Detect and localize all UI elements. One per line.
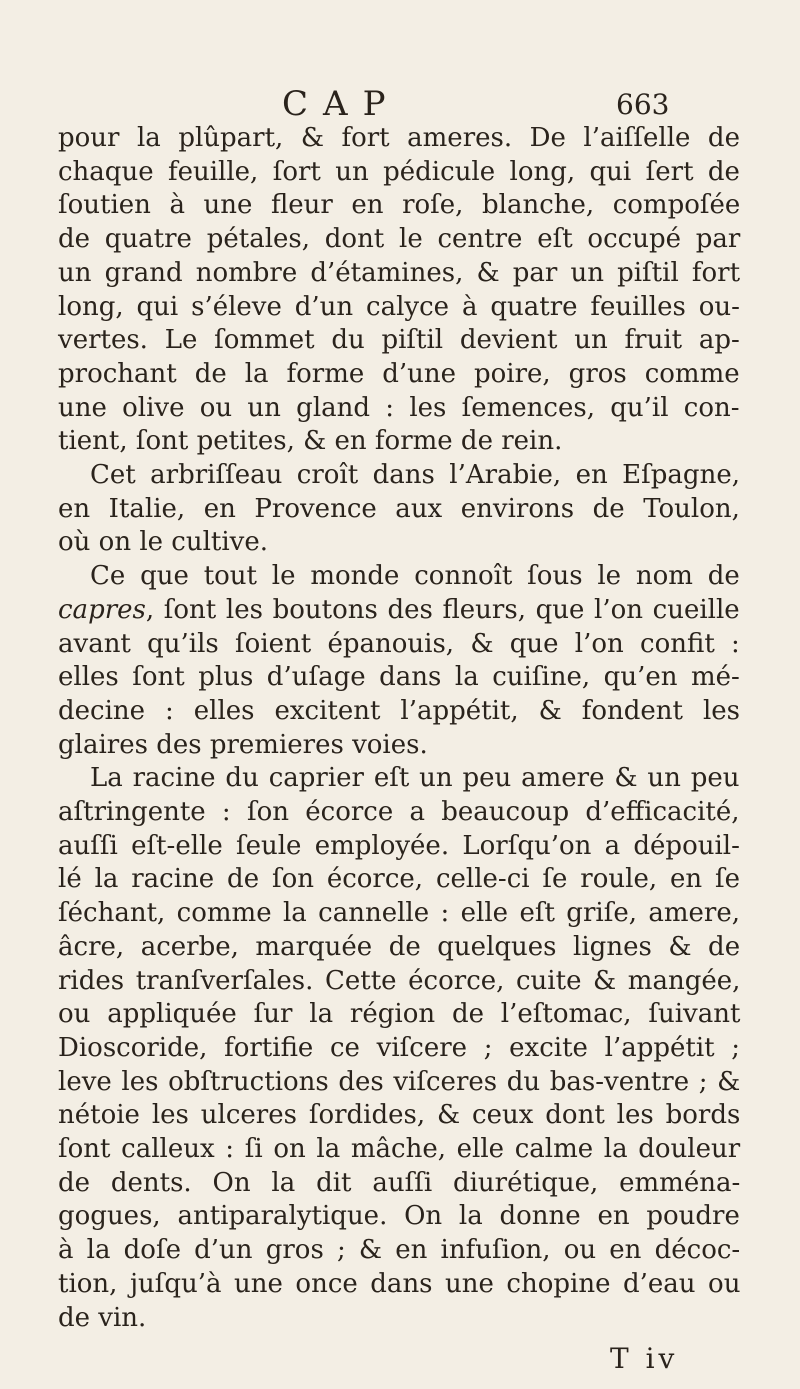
text-line: ſont calleux : ſi on la mâche, elle calme la douleur <box>58 1134 741 1164</box>
text-line: prochant de la forme d’une poire, gros comme <box>58 358 740 389</box>
text-line: âcre, acerbe, marquée de quelques lignes & de <box>58 931 741 962</box>
text-line: leve les obſtructions des viſceres du bas-ventre ; & <box>58 1066 741 1097</box>
text-line: de dents. On la dit auſſi diurétique, emména- <box>58 1167 741 1198</box>
text-line: Ce que tout le monde connoît ſous le nom de <box>90 561 740 592</box>
text-line: ſéchant, comme la cannelle : elle eſt griſe, amere, <box>58 898 740 929</box>
text-line: capres, ſont les boutons des fleurs, que l’on cueille <box>58 594 740 625</box>
text-line: Cet arbriſſeau croît dans l’Arabie, en Eſpagne, <box>90 460 740 490</box>
text-line: pour la plûpart, & fort ameres. De l’aiſſelle de <box>58 123 740 153</box>
text-line: une olive ou un gland : les ſemences, qu’il con- <box>58 392 740 423</box>
text-line: ſoutien à une fleur en roſe, blanche, compoſée <box>58 190 741 221</box>
text-line: elles ſont plus d’uſage dans la cuiſine, qu’en mé- <box>58 662 740 693</box>
text-line: un grand nombre d’étamines, & par un piſtil fort <box>58 257 741 288</box>
text-line: tient, ſont petites, & en forme de rein. <box>58 426 563 457</box>
running-title: CAP <box>282 84 401 124</box>
text-line: lé la racine de ſon écorce, celle-ci ſe roule, en ſe <box>58 864 740 895</box>
text-line: rides tranſverſales. Cette écorce, cuite & mangée, <box>58 965 741 996</box>
text-line: aſtringente : ſon écorce a beaucoup d’efficacité, <box>58 797 740 827</box>
text-line: ou appliquée ſur la région de l’eſtomac, ſuivant <box>58 999 741 1030</box>
text-line: en Italie, en Provence aux environs de Toulon, <box>58 493 740 524</box>
text-line: auſſi eſt-elle ſeule employée. Lorſqu’on a dépouil- <box>58 830 740 861</box>
text-line: à la doſe d’un gros ; & en infuſion, ou en décoc- <box>58 1235 741 1266</box>
text-line: chaque feuille, ſort un pédicule long, qui ſert de <box>58 156 740 187</box>
text-line: nétoie les ulceres ſordides, & ceux dont les bords <box>58 1100 741 1131</box>
text-line: avant qu’ils ſoient épanouis, & que l’on confit : <box>58 628 740 659</box>
text-line: La racine du caprier eſt un peu amere & un peu <box>90 763 740 794</box>
text-line: vertes. Le ſommet du piſtil devient un fruit ap- <box>58 325 740 356</box>
text-line: Dioscoride, fortifie ce viſcere ; excite l’appétit ; <box>58 1032 741 1063</box>
text-line: glaires des premieres voies. <box>58 729 428 760</box>
text-line: tion, juſqu’à une once dans une chopine d’eau ou <box>58 1268 741 1299</box>
text-line: de quatre pétales, dont le centre eſt occupé par <box>58 224 741 255</box>
text-line: long, qui s’éleve d’un calyce à quatre feuilles ou- <box>58 291 740 322</box>
text-line: où on le cultive. <box>58 527 269 558</box>
text-line: de vin. <box>58 1302 147 1333</box>
text-line: gogues, antiparalytique. On la donne en poudre <box>58 1201 740 1232</box>
page-number: 663 <box>616 88 670 121</box>
text-line: decine : elles excitent l’appétit, & fondent les <box>58 695 741 726</box>
catchword: T iv <box>610 1342 679 1375</box>
italic-term: capres <box>58 594 146 625</box>
